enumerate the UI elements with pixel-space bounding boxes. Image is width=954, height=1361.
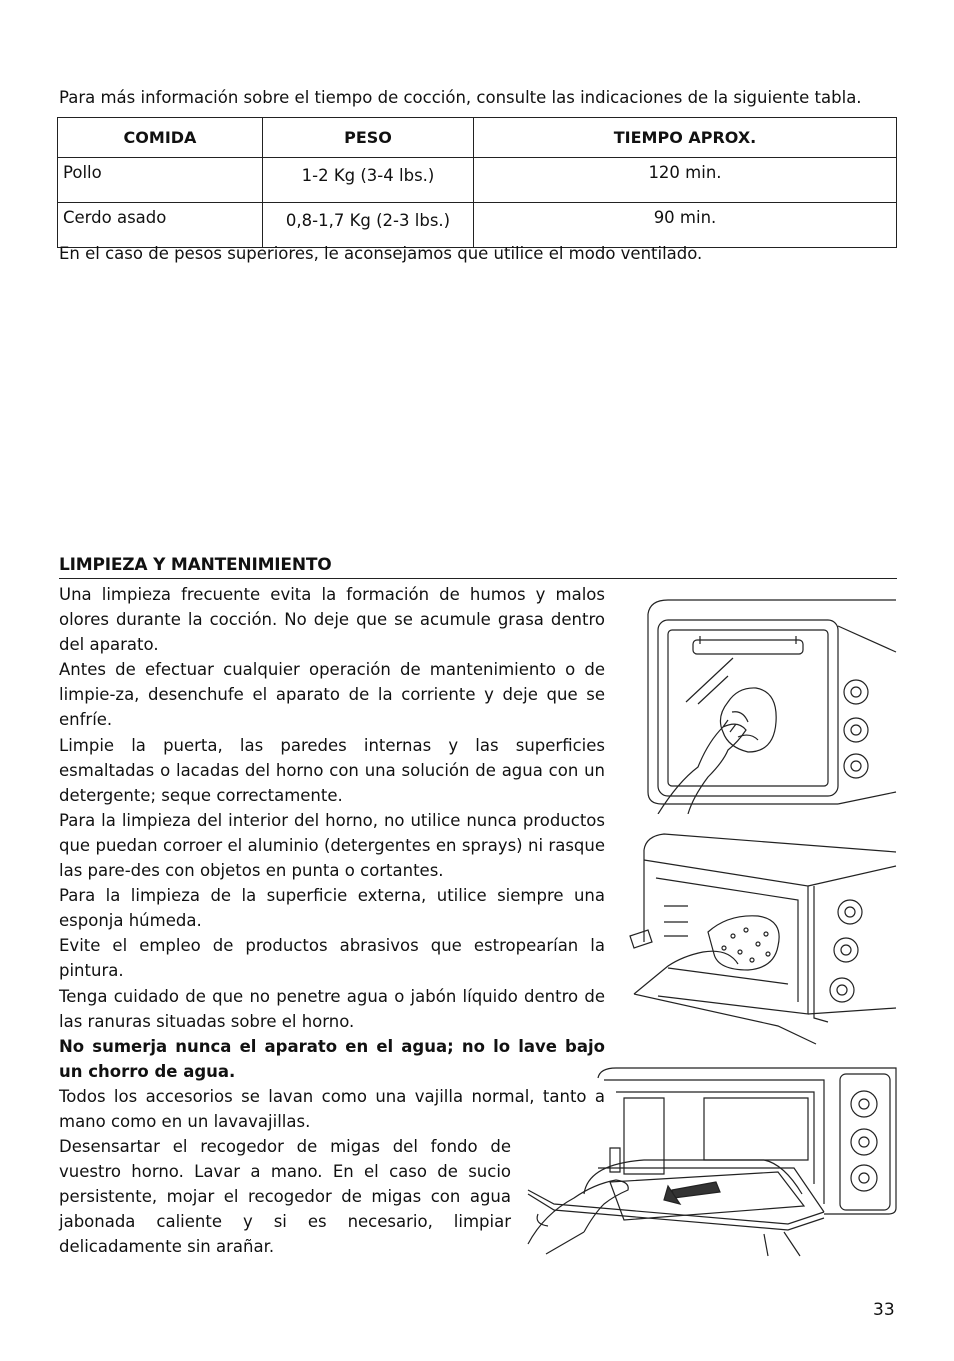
heading-rule <box>59 578 897 579</box>
crumb-tray-paragraph: Desensartar el recogedor de migas del fondo de vuestro horno. Lavar a mano. En el caso de sucio persistente, mojar el recogedor de migas con agua jabonada caliente y si es necesario, limpiar delicadamente sin arañar. <box>59 1137 511 1257</box>
paragraph: Evite el empleo de productos abrasivos que estropearían la pintura. <box>59 936 605 981</box>
paragraph: Tenga cuidado de que no penetre agua o jabón líquido dentro de las ranuras situadas sobre el horno. <box>59 986 605 1031</box>
crumb-tray-removal-illustration <box>524 1064 898 1260</box>
paragraph: Para la limpieza del interior del horno, no utilice nunca productos que puedan corroer el aluminio (detergentes en sprays) ni rasque las pare-des con objetos en punta o cortantes. <box>59 810 605 881</box>
cell-peso: 0,8-1,7 Kg (2-3 lbs.) <box>263 203 474 248</box>
intro-text: Para más información sobre el tiempo de cocción, consulte las indicaciones de la siguiente tabla. <box>59 88 862 107</box>
page-number: 33 <box>873 1300 895 1320</box>
header-comida: COMIDA <box>58 118 263 158</box>
paragraph: Todos los accesorios se lavan como una vajilla normal, tanto a mano como en un lavavajillas. <box>59 1086 605 1131</box>
cooking-time-table <box>57 117 897 248</box>
table-row <box>58 158 897 203</box>
header-peso: PESO <box>263 118 474 158</box>
warning-paragraph: No sumerja nunca el aparato en el agua; no lo lave bajo un chorro de agua. <box>59 1036 605 1081</box>
cell-comida: Pollo <box>58 158 263 203</box>
cell-peso: 1-2 Kg (3-4 lbs.) <box>263 158 474 203</box>
cloth-wiping-oven-door-illustration <box>628 592 898 814</box>
paragraph: Limpie la puerta, las paredes internas y las superficies esmaltadas o lacadas del horno con una solución de agua con un detergente; seque correctamente. <box>59 735 605 805</box>
cell-tiempo: 90 min. <box>474 203 897 248</box>
paragraph: Una limpieza frecuente evita la formación de humos y malos olores durante la cocción. No deje que se acumule grasa dentro del aparato. <box>59 585 605 655</box>
note-text: En el caso de pesos superiores, le aconsejamos que utilice el modo ventilado. <box>59 244 703 263</box>
sponge-cleaning-oven-interior-illustration <box>628 826 898 1046</box>
paragraph: Antes de efectuar cualquier operación de mantenimiento o de limpie-za, desenchufe el aparato de la corriente y deje que se enfríe. <box>59 660 605 730</box>
table-row <box>58 203 897 248</box>
section-heading: LIMPIEZA Y MANTENIMIENTO <box>59 555 332 575</box>
cell-comida: Cerdo asado <box>58 203 263 248</box>
header-tiempo: TIEMPO APROX. <box>474 118 897 158</box>
cell-tiempo: 120 min. <box>474 158 897 203</box>
paragraph: Para la limpieza de la superficie externa, utilice siempre una esponja húmeda. <box>59 886 605 931</box>
table-header-row <box>58 118 897 158</box>
